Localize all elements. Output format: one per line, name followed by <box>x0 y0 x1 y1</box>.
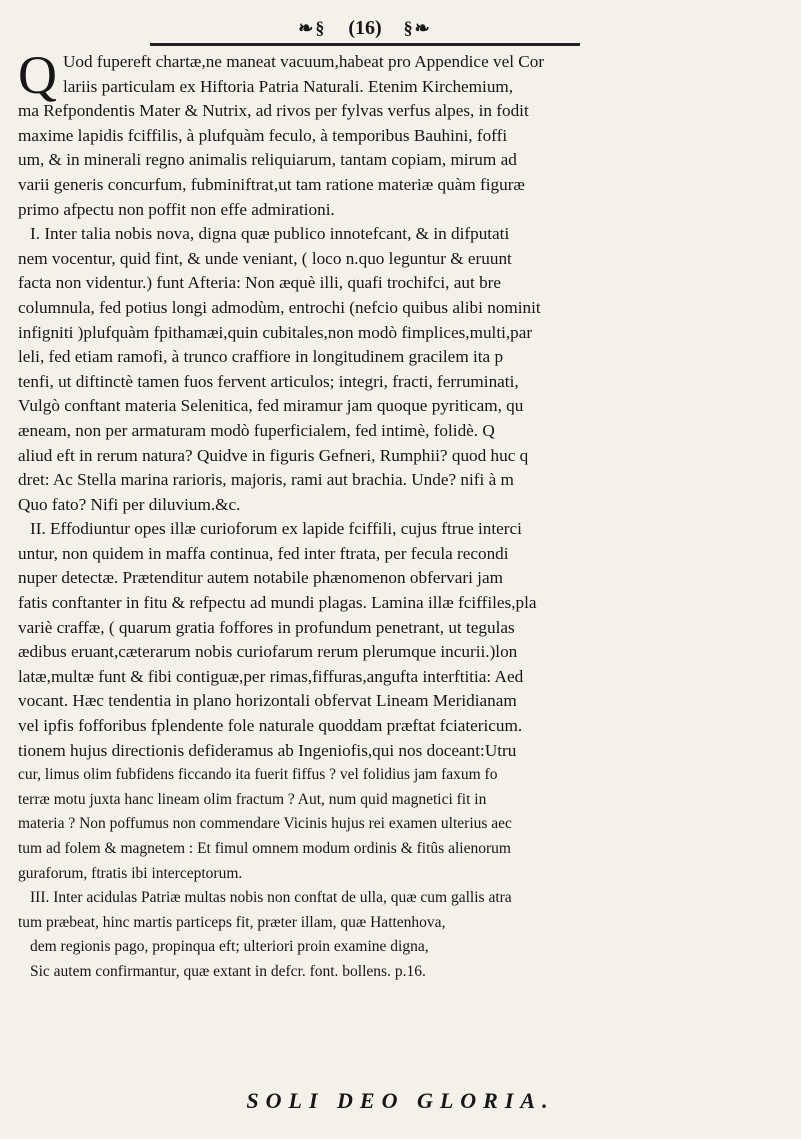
text-line: facta non videntur.) funt Afteria: Non æquè illi, quafi trochifci, aut bre <box>18 273 502 293</box>
text-line: tionem hujus directionis defideramus ab Ingeniofis,qui nos doceant:Utru <box>18 740 517 760</box>
body-text <box>18 45 793 985</box>
text-line: nem vocentur, quid fint, & unde veniant, ( loco n.quo leguntur & eruunt <box>18 248 512 268</box>
text-line: terræ motu juxta hanc lineam olim fractum ? Aut, num quid magnetici fit in <box>18 790 487 808</box>
text-line: Sic autem confirmantur, quæ extant in defcr. font. bollens. p.16. <box>30 962 426 980</box>
text-line: variè craffæ, ( quarum gratia foffores in profundum penetrant, ut tegulas <box>18 617 515 637</box>
text-line: tum ad folem & magnetem : Et fimul omnem modum ordinis & fitûs alienorum <box>18 840 511 857</box>
text-line: ædibus eruant,cæterarum nobis curiofarum rerum plerumque incurii.)lon <box>18 642 518 662</box>
paragraph-start: II. Effodiuntur opes illæ curioforum ex lapide fciffili, cujus ftrue interci <box>30 519 522 539</box>
text-line: varii generis concurfum, fubminiftrat,ut tam ratione materiæ quàm figuræ <box>18 174 525 194</box>
text-line: nuper detectæ. Prætenditur autem notabile phænomenon obfervari jam <box>18 568 503 588</box>
text-line: maxime lapidis fciffilis, à plufquàm feculo, à temporibus Bauhini, foffi <box>18 125 508 145</box>
running-header <box>150 10 580 46</box>
text-line: latæ,multæ funt & fibi contiguæ,per rimas,fiffuras,angufta interftitia: Aed <box>18 666 524 686</box>
text-line: tum præbeat, hinc martis particeps fit, præter illam, quæ Hattenhova, <box>18 913 446 931</box>
ornament-left: ❧§ <box>298 17 327 38</box>
text-line: dret: Ac Stella marina rarioris, majoris, rami aut brachia. Unde? nifi à m <box>18 470 514 490</box>
text-line: æneam, non per armaturam modò fuperficialem, fed intimè, folidè. Q <box>18 420 495 440</box>
paragraph-start: I. Inter talia nobis nova, digna quæ publico innotefcant, & in difputati <box>30 224 510 244</box>
closing-doxology: SOLI DEO GLORIA. <box>246 1088 555 1113</box>
text-line: tenfi, ut diftinctè tamen fuos fervent articulos; integri, fracti, ferruminati, <box>18 371 519 391</box>
text-line: um, & in minerali regno animalis reliquiarum, tantam copiam, mirum ad <box>18 150 517 170</box>
drop-cap: Q <box>18 45 57 105</box>
text-line: fatis conftanter in fitu & refpectu ad mundi plagas. Lamina illæ fciffiles,pla <box>18 593 537 613</box>
text-line: vel ipfis fofforibus fplendente fole naturale quoddam præftat fciatericum. <box>18 716 523 736</box>
text-line: guraforum, ftratis ibi interceptorum. <box>18 864 243 882</box>
paragraph-start: III. Inter acidulas Patriæ multas nobis non conftat de ulla, quæ cum gallis atra <box>30 889 512 907</box>
text-line: Quo fato? Nifi per diluvium.&c. <box>18 494 241 514</box>
text-line: vocant. Hæc tendentia in plano horizontali obfervat Lineam Meridianam <box>18 691 517 711</box>
text-line: columnula, fed potius longi admodùm, entrochi (nefcio quibus alibi nominit <box>18 297 541 317</box>
text-line: leli, fed etiam ramofi, à trunco craffiore in longitudinem gracilem ita p <box>18 347 504 367</box>
text-line: Vulgò conftant materia Selenitica, fed miramur jam quoque pyriticam, qu <box>18 396 524 416</box>
text-line: lariis particulam ex Hiftoria Patria Naturali. Etenim Kirchemium, <box>63 76 514 96</box>
ornament-right: §❧ <box>403 17 432 38</box>
text-line: primo afpectu non poffit non effe admirationi. <box>18 199 335 219</box>
text-line: aliud eft in rerum natura? Quidve in figuris Gefneri, Rumphii? quod huc q <box>18 445 529 465</box>
text-line: infigniti )plufquàm fpithamæi,quin cubitales,non modò fimplices,multi,par <box>18 322 533 342</box>
text-line: Uod fupereft chartæ,ne maneat vacuum,habeat pro Appendice vel Cor <box>63 52 545 71</box>
text-line: dem regionis pago, propinqua eft; ulteriori proin examine digna, <box>30 938 429 956</box>
text-line: materia ? Non poffumus non commendare Vicinis hujus rei examen ulterius aec <box>18 815 512 833</box>
text-line: ma Refpondentis Mater & Nutrix, ad rivos per fylvas verfus alpes, in fodit <box>18 101 529 121</box>
page-number: (16) <box>348 16 382 39</box>
header-rule <box>150 43 580 46</box>
text-line: untur, non quidem in maffa continua, fed inter ftrata, per fecula recondi <box>18 543 509 563</box>
text-line: cur, limus olim fubfidens ficcando ita fuerit fiffus ? vel folidius jam faxum fo <box>18 766 498 784</box>
